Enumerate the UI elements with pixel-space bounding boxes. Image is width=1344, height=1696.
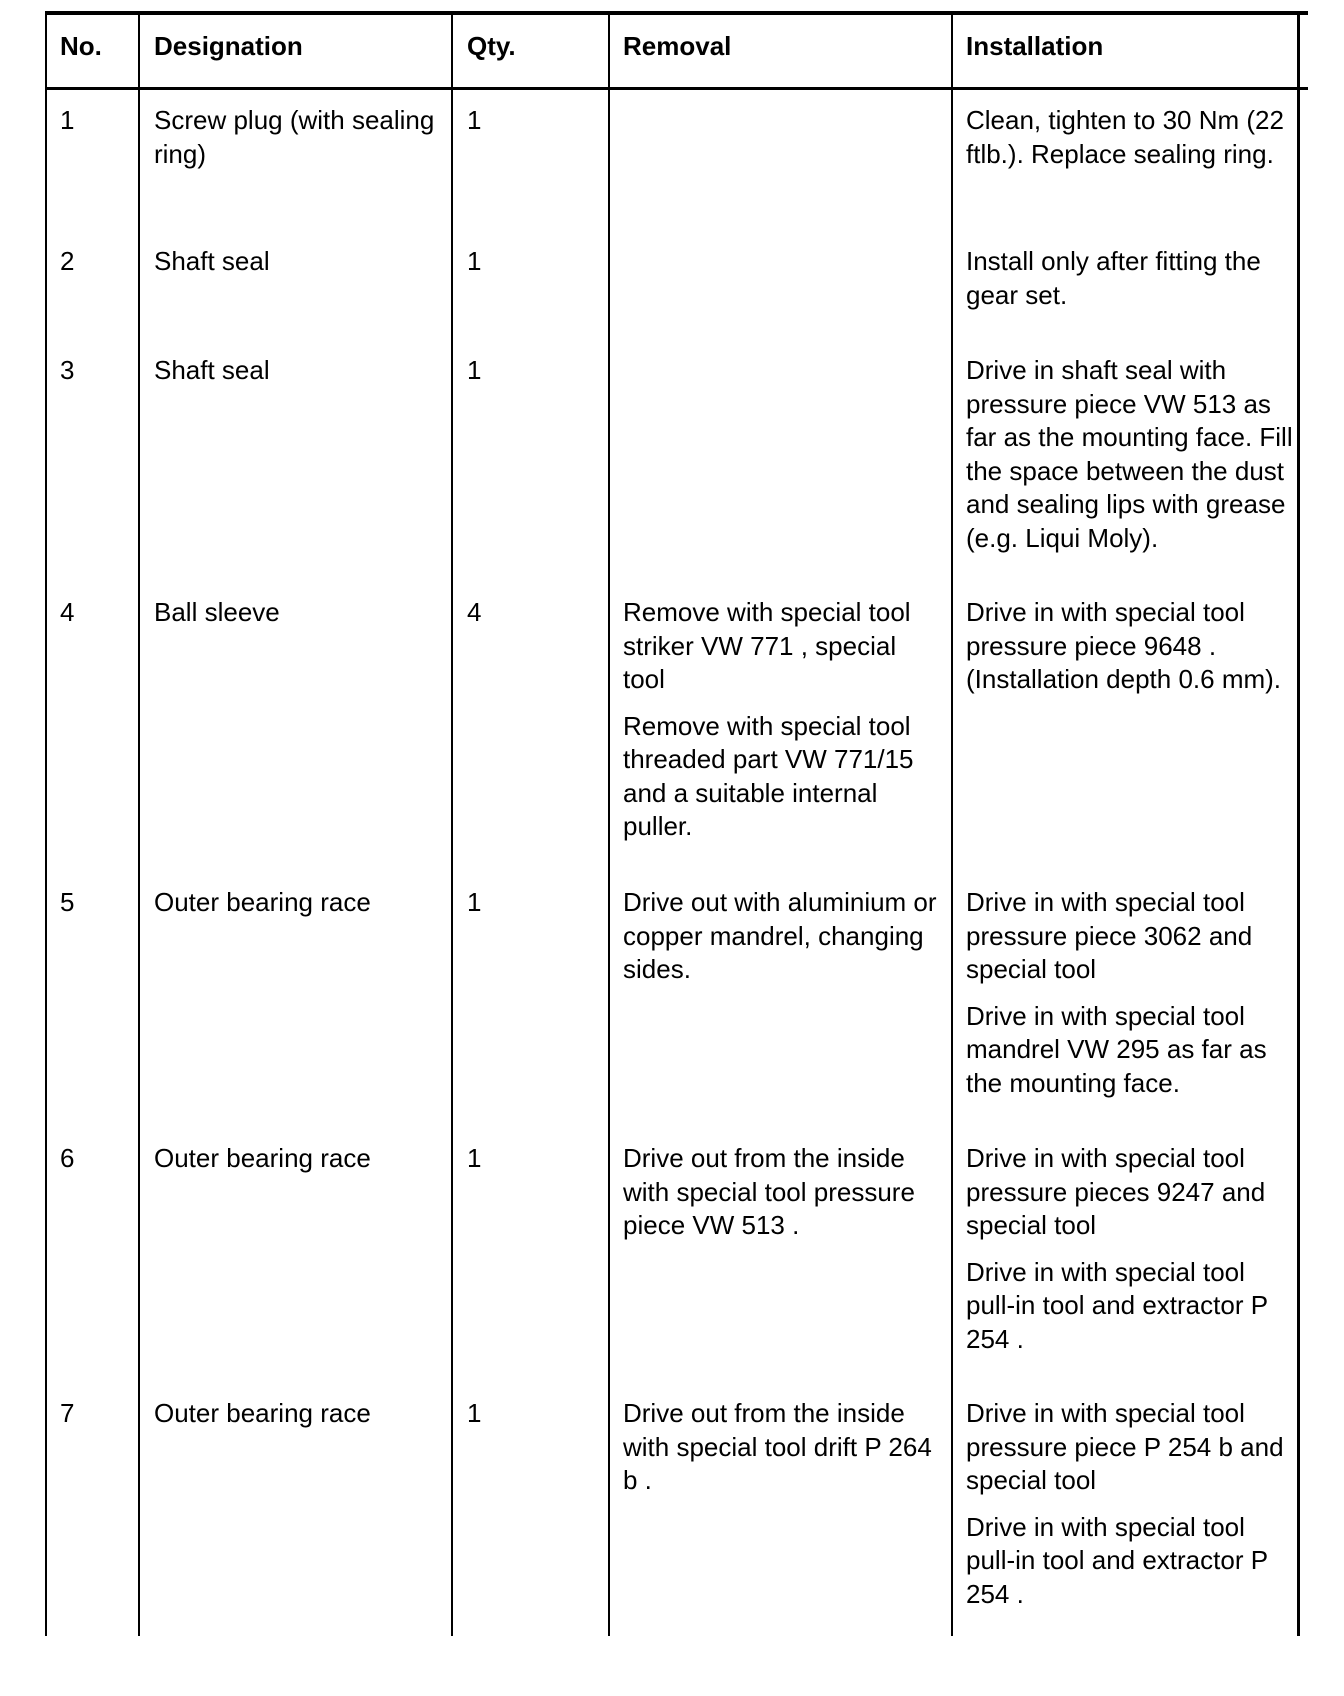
cell-installation bbox=[966, 104, 1294, 171]
column-border bbox=[1297, 11, 1300, 1636]
column-border bbox=[951, 11, 953, 1636]
cell-designation: Shaft seal bbox=[154, 355, 270, 385]
cell-removal bbox=[623, 886, 945, 987]
installation-text: Drive in with special tool pressure piece 3062 and special tool bbox=[966, 887, 1253, 984]
installation-text: Drive in shaft seal with pressure piece VW 513 as far as the mounting face. Fill the space between the dust and sealing lips with grease (e.g. Liqui Moly). bbox=[966, 355, 1293, 553]
column-border bbox=[45, 11, 47, 1636]
cell-installation bbox=[966, 1397, 1294, 1611]
cell-qty: 1 bbox=[467, 355, 482, 385]
cell-designation: Screw plug (with sealing ring) bbox=[154, 105, 435, 169]
cell-no: 4 bbox=[60, 597, 75, 627]
cell-qty: 1 bbox=[467, 1398, 482, 1428]
cell-designation: Ball sleeve bbox=[154, 597, 280, 627]
cell-no: 7 bbox=[60, 1398, 75, 1428]
installation-text: Drive in with special tool pull-in tool and extractor P 254 . bbox=[966, 1256, 1268, 1354]
cell-no: 2 bbox=[60, 246, 75, 276]
removal-text: Drive out with aluminium or copper mandrel, changing sides. bbox=[623, 887, 937, 984]
cell-no: 6 bbox=[60, 1143, 75, 1173]
cell-installation bbox=[966, 886, 1294, 1100]
table-top-border bbox=[45, 11, 1308, 15]
cell-installation bbox=[966, 245, 1294, 312]
installation-text: Drive in with special tool pressure pieces 9247 and special tool bbox=[966, 1143, 1266, 1240]
cell-removal bbox=[623, 1142, 945, 1243]
cell-designation: Outer bearing race bbox=[154, 1398, 371, 1428]
cell-qty: 1 bbox=[467, 887, 482, 917]
cell-installation bbox=[966, 596, 1294, 697]
cell-designation: Outer bearing race bbox=[154, 1143, 371, 1173]
header-installation: Installation bbox=[966, 31, 1104, 61]
removal-text: Remove with special tool striker VW 771 , special tool bbox=[623, 597, 911, 694]
installation-text: Install only after fitting the gear set. bbox=[966, 246, 1261, 310]
cell-installation bbox=[966, 354, 1294, 555]
removal-text: Drive out from the inside with special tool pressure piece VW 513 . bbox=[623, 1143, 915, 1240]
header-separator bbox=[45, 87, 1308, 90]
installation-text: Clean, tighten to 30 Nm (22 ftlb.). Replace sealing ring. bbox=[966, 105, 1284, 169]
header-qty: Qty. bbox=[467, 31, 516, 61]
header-no: No. bbox=[60, 31, 102, 61]
cell-designation: Shaft seal bbox=[154, 246, 270, 276]
cell-no: 1 bbox=[60, 105, 75, 135]
cell-qty: 4 bbox=[467, 597, 482, 627]
cell-installation bbox=[966, 1142, 1294, 1356]
cell-no: 3 bbox=[60, 355, 75, 385]
cell-designation: Outer bearing race bbox=[154, 887, 371, 917]
cell-qty: 1 bbox=[467, 1143, 482, 1173]
installation-text: Drive in with special tool mandrel VW 295 as far as the mounting face. bbox=[966, 1000, 1267, 1098]
cell-removal bbox=[623, 596, 945, 844]
column-border bbox=[608, 11, 610, 1636]
cell-qty: 1 bbox=[467, 105, 482, 135]
header-removal: Removal bbox=[623, 31, 732, 61]
header-designation: Designation bbox=[154, 31, 303, 61]
removal-text: Drive out from the inside with special tool drift P 264 b . bbox=[623, 1398, 932, 1495]
cell-qty: 1 bbox=[467, 246, 482, 276]
installation-text: Drive in with special tool pull-in tool and extractor P 254 . bbox=[966, 1511, 1268, 1609]
cell-no: 5 bbox=[60, 887, 75, 917]
installation-text: Drive in with special tool pressure piece P 254 b and special tool bbox=[966, 1398, 1284, 1495]
installation-text: Drive in with special tool pressure piece 9648 . (Installation depth 0.6 mm). bbox=[966, 597, 1282, 694]
removal-text: Remove with special tool threaded part VW 771/15 and a suitable internal puller. bbox=[623, 710, 914, 841]
cell-removal bbox=[623, 1397, 945, 1498]
column-border bbox=[451, 11, 453, 1636]
column-border bbox=[138, 11, 140, 1636]
